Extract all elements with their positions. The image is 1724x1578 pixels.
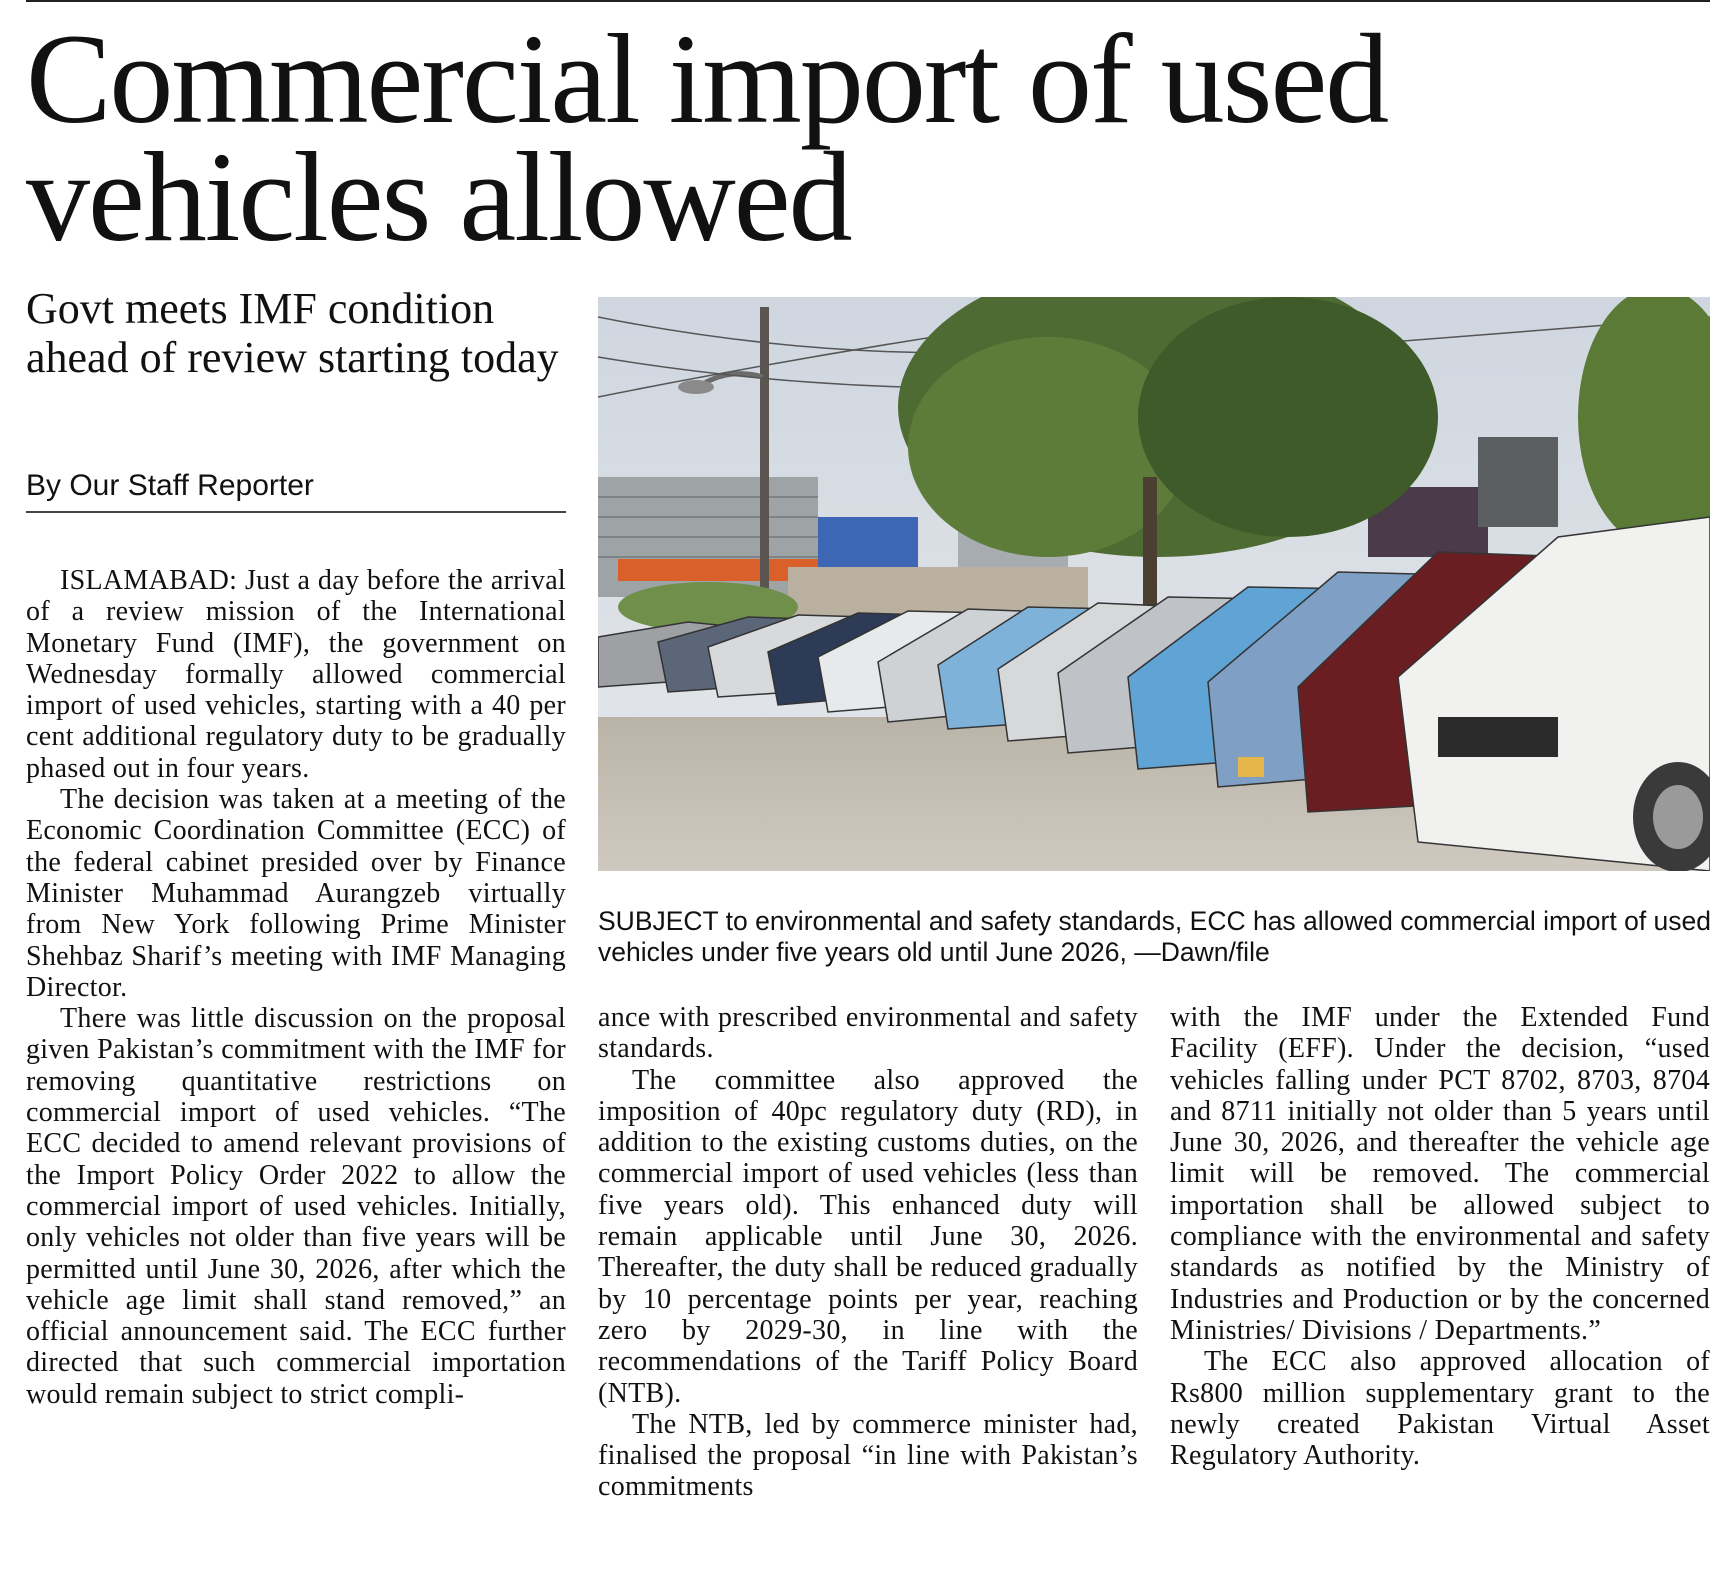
byline-rule	[26, 511, 566, 513]
byline: By Our Staff Reporter	[26, 469, 314, 502]
paragraph: ance with prescribed environmental and safety standards.	[598, 1002, 1138, 1065]
paragraph: ISLAMABAD: Just a day before the arrival of a review mission of the International Monetary Fund (IMF), the government on Wednesday formally allowed commercial import of used vehicles, starting with a 40 per cent additional regulatory duty to be gradually phased out in four years.	[26, 565, 566, 784]
paragraph: The ECC also approved allocation of Rs800 million supplementary grant to the newly created Pakistan Virtual Asset Regulatory Authority.	[1170, 1346, 1710, 1472]
paragraph: There was little discussion on the proposal given Pakistan’s commitment with the IMF for removing quantitative restrictions on commercial import of used vehicles. “The ECC decided to amend relevant provisions of the Import Policy Order 2022 to allow the commercial import of used vehicles. Initially, only vehicles not older than five years will be permitted until June 30, 2026, after which the vehicle age limit shall stand removed,” an official announcement said. The ECC further directed that such commercial importation would remain subject to strict compli-	[26, 1003, 566, 1410]
paragraph: The decision was taken at a meeting of the Economic Coordination Committee (ECC) of the federal cabinet presided over by Finance Minister Muhammad Aurangzeb virtually from New York following Prime Minister Shehbaz Sharif’s meeting with IMF Managing Director.	[26, 784, 566, 1003]
article-column-2	[598, 1002, 1138, 1503]
paragraph: with the IMF under the Extended Fund Facility (EFF). Under the decision, “used vehicles falling under PCT 8702, 8703, 8704 and 8711 initially not older than 5 years until June 30, 2026, and thereafter the vehicle age limit will be removed. The commercial importation shall be allowed subject to compliance with the environmental and safety standards as notified by the Ministry of Industries and Production or by the concerned Ministries/ Divisions / Departments.”	[1170, 1002, 1710, 1346]
article-column-1	[26, 565, 566, 1410]
subheadline: Govt meets IMF condition ahead of review starting today	[26, 284, 559, 382]
paragraph: The NTB, led by commerce minister had, finalised the proposal “in line with Pakistan’s commitments	[598, 1408, 1138, 1503]
paragraph: The committee also approved the imposition of 40pc regulatory duty (RD), in addition to the existing customs duties, on the commercial import of used vehicles (less than five years old). This enhanced duty will remain applicable until June 30, 2026. Thereafter, the duty shall be reduced gradually by 10 percentage points per year, reaching zero by 2029-30, in line with the recommendations of the Tariff Policy Board (NTB).	[598, 1064, 1138, 1409]
article-column-3	[1170, 1002, 1710, 1471]
headline: Commercial import of used vehicles allowed	[26, 8, 1388, 268]
top-rule	[26, 0, 1710, 2]
parked-cars-photo	[598, 297, 1710, 871]
photo-caption: SUBJECT to environmental and safety standards, ECC has allowed commercial import of used vehicles under five years old until June 2026, —Dawn/file	[598, 906, 1712, 967]
news-photo	[598, 297, 1710, 871]
